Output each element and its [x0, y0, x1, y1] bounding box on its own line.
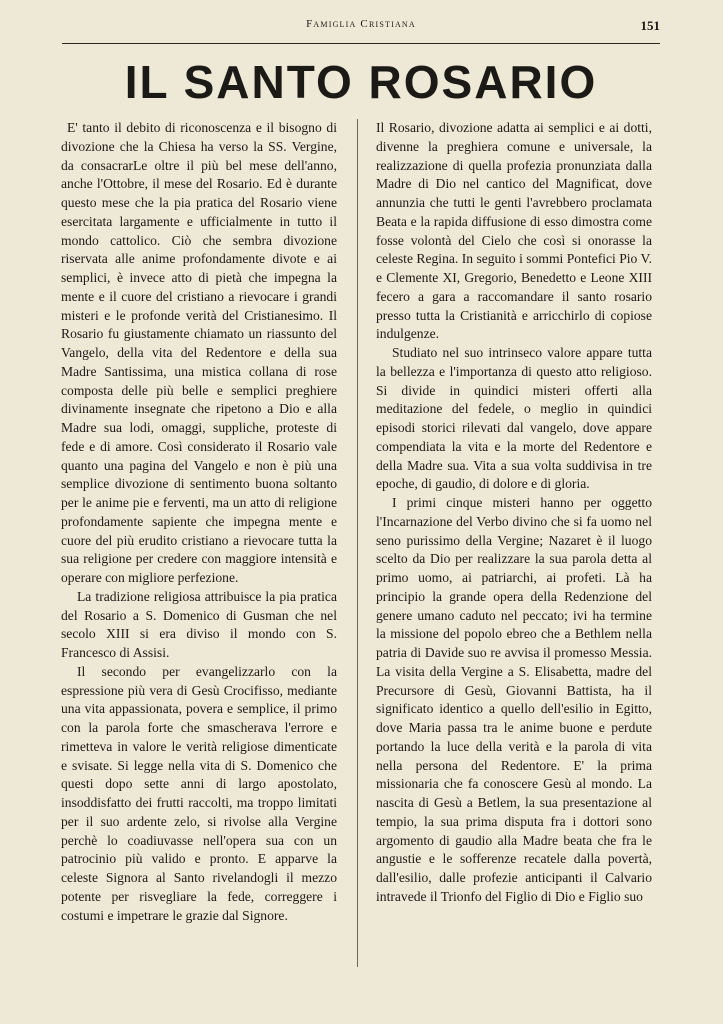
left-column	[61, 119, 337, 925]
left-paragraph-2: La tradizione religiosa attribuisce la pia pratica del Rosario a S. Domenico di Gusman che nel secolo XIII si era diviso il mondo con S. Francesco di Assisi.	[61, 588, 337, 660]
right-paragraph-1: Il Rosario, divozione adatta ai semplici e ai dotti, divenne la preghiera comune e universale, la realizzazione di quella profezia pronunziata dalla Madre di Dio nel cantico del Magnificat, dove annunzia che tutti le genti l'avrebbero proclamata Beata e la rapida diffusione di esso dimostra come fosse volontà del Cielo che così si onorasse la celeste Regina. In seguito i sommi Pontefici Pio V. e Clemente XI, Gregorio, Benedetto e Leone XIII fecero a gara a raccomandare il santo rosario presso tutta la Cristianità e arricchirlo di copiose indulgenze.	[376, 120, 652, 342]
journal-name: Famiglia Cristiana	[306, 18, 416, 30]
column-divider	[357, 119, 358, 967]
left-paragraph-1: E' tanto il debito di riconoscenza e il bisogno di divozione che la Chiesa ha verso la SS. Vergine, da consacrarLe oltre il più bel mese dell'anno, anche l'Ottobre, il mese del Rosario. Ed è durante questo mese che la pia pratica del Rosario viene esercitata largamente e ufficialmente in tutto il mondo cattolico. Ciò che sembra divozione riservata alle anime profondamente divote e ai semplici, è invece atto di pietà che impegna la mente e il cuore del cristiano a rievocare i grandi misteri e le profonde verità del Cristianesimo. Il Rosario fu giustamente chiamato un riassunto del Vangelo, della vita del Redentore e della sua Madre Santissima, una mistica collana di rose composta delle più belle e semplici preghiere divinamente insegnate che ripetono a Dio e alla Madre sua lodi, omaggi, suppliche, proteste di fede e di amore. Così considerato il Rosario vale quanto una pagina del Vangelo e non è più una semplice divozione di sentimento buona soltanto per le anime pie e ferventi, ma un atto di religione profondamente sapiente che impegna mente e cuore del più erudito cristiano a rievocare tutta la sua religione per credere con maggiore intensità e operare con migliore perfezione.	[61, 120, 337, 585]
page-number: 151	[640, 18, 660, 33]
right-paragraph-2: Studiato nel suo intrinseco valore appare tutta la bellezza e l'importanza di questo atto religioso. Si divide in quindici misteri offerti alla meditazione del fedele, o meglio in quindici episodi storici rilevati dal vangelo, dove appare compendiata la vita e la morte del Redentore e della Madre sua. Vita a sua volta suddivisa in tre epoche, di gaudio, di dolore e di gloria.	[376, 345, 652, 492]
article-title: IL SANTO ROSARIO	[124, 56, 598, 108]
left-paragraph-3: Il secondo per evangelizzarlo con la espressione più vera di Gesù Crocifisso, mediante una vita appassionata, povera e semplice, il primo con la parola forte che smascherava l'errore e rimetteva in valore le verità religiose dimenticate e svisate. Si legge nella vita di S. Domenico che questi dopo sette anni di largo apostolato, insoddisfatto dei frutti raccolti, ma troppo limitati per il suo ardente zelo, si rivolse alla Vergine perchè lo coadiuvasse nell'opera sua con un patrocinio più valido e pronto. E apparve la celeste Signora al Santo rivelandogli il mezzo potente per risvegliare la fede, correggere i costumi e impetrare le grazie dal Signore.	[61, 663, 337, 923]
right-column	[376, 119, 652, 907]
right-paragraph-3: I primi cinque misteri hanno per oggetto l'Incarnazione del Verbo divino che si fa uomo nel seno purissimo della Vergine; Nazaret è il luogo scelto da Dio per realizzare la sua parola detta al primo uomo, ai patriarchi, ai profeti. Là ha principio la grande opera della Redenzione del genere umano caduto nel peccato; ivi ha termine la missione del popolo ebreo che a Bethlem nella patria di Davide suo re avvisa il promesso Messia. La visita della Vergine a S. Elisabetta, madre del Precursore di Gesù, Giovanni Battista, ha il significato identico a quello dell'esilio in Egitto, dove Maria passa tra le anime buone e perdute portando la luce della verità e la parola di vita nella persona del Redentore. E' la prima missionaria che fa conoscere Gesù al mondo. La nascita di Gesù a Betlem, la sua presentazione al tempio, la sua prima disputa fra i dottori sono argomento di gaudio alla Madre beata che fra le angustie e le sofferenze recatele dalla povertà, dall'esilio, dalle profezie anticipanti il Calvario intravede il Trionfo del Figlio di Dio e Figlio suo	[376, 495, 652, 904]
running-head	[62, 18, 660, 40]
header-rule	[62, 43, 660, 44]
